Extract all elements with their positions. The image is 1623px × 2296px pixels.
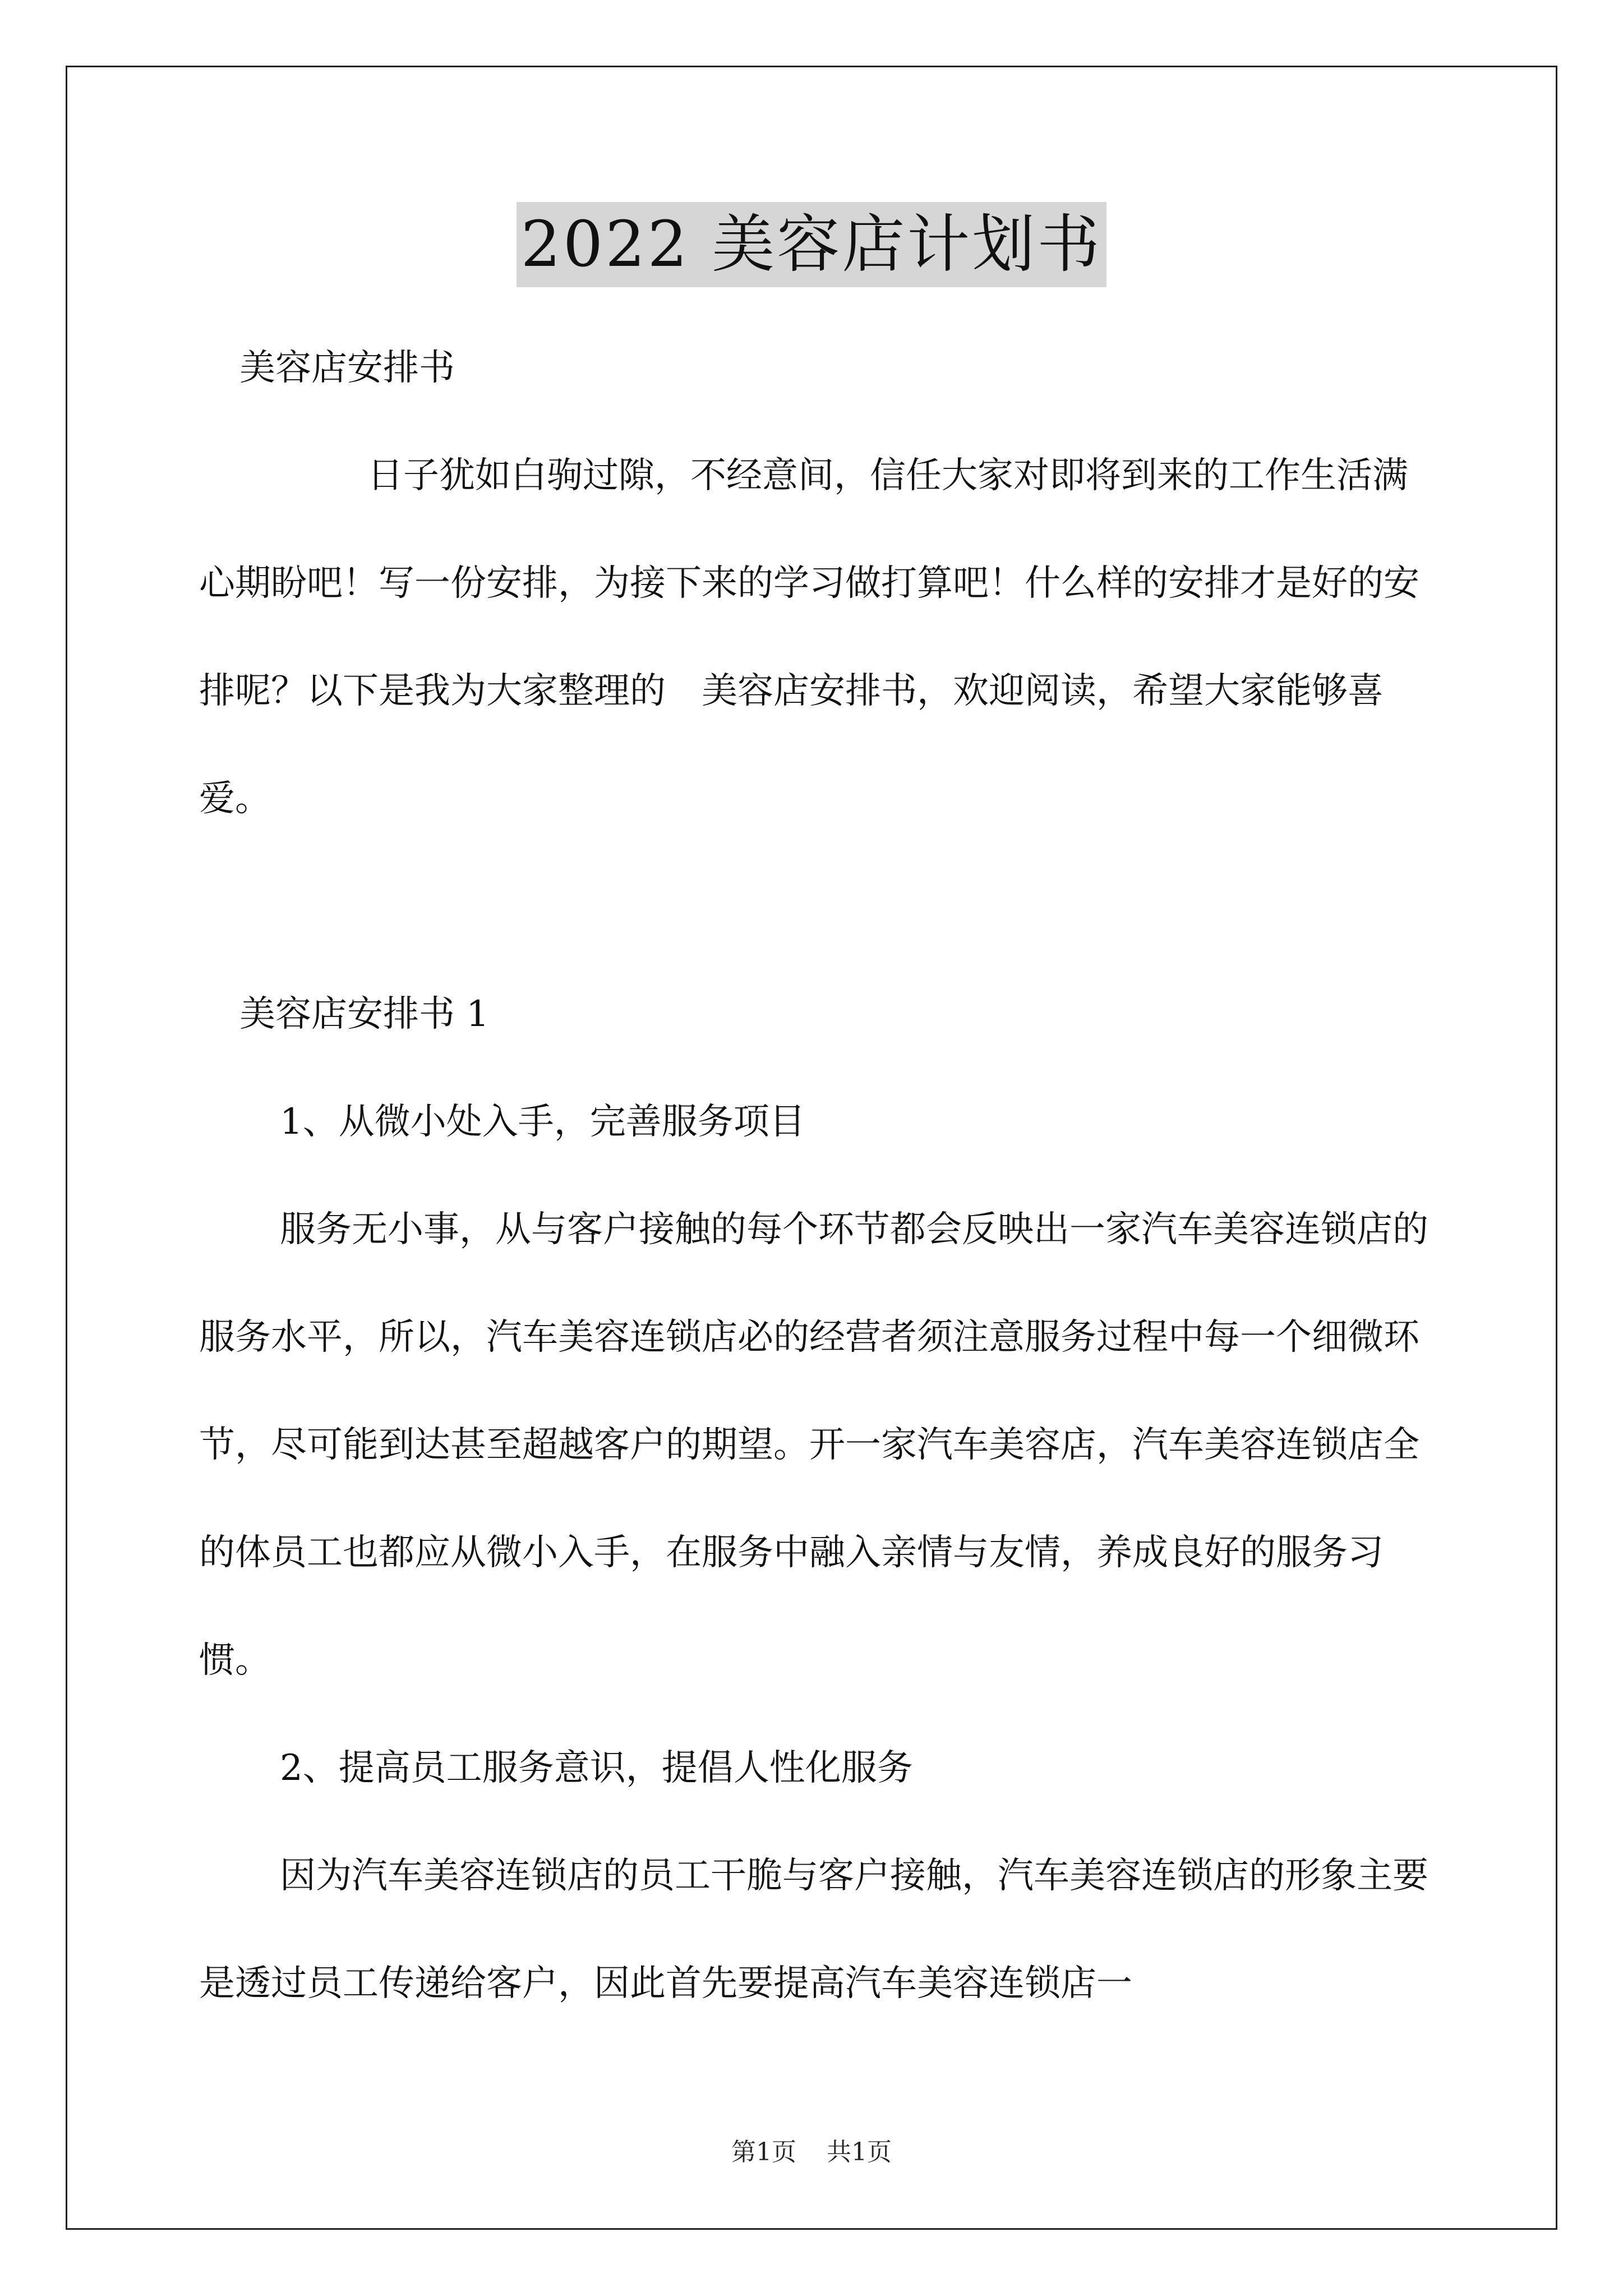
point-1-paragraph: 服务无小事，从与客户接触的每个环节都会反映出一家汽车美容连锁店的服务水平，所以，汽车美容连锁店必的经营者须注意服务过程中每一个细微环节，尽可能到达甚至超越客户的期望。开一家汽车美容店，汽车美容连锁店全的体员工也都应从微小入手，在服务中融入亲情与友情，养成良好的服务习惯。 — [199, 1209, 1428, 1681]
intro-paragraph: 日子犹如白驹过隙，不经意间，信任大家对即将到来的工作生活满心期盼吧！写一份安排，为接下来的学习做打算吧！什么样的安排才是好的安排呢？以下是我为大家整理的 美容店安排书，欢迎阅读，希望大家能够喜爱。 — [199, 455, 1419, 820]
point-1-heading: 1、从微小处入手，完善服务项目 — [280, 1101, 805, 1143]
title-container — [0, 202, 1623, 287]
point-2-heading: 2、提高员工服务意识，提倡人性化服务 — [280, 1747, 913, 1789]
page-number-total: 共1页 — [827, 2138, 892, 2166]
intro-heading: 美容店安排书 — [239, 347, 455, 389]
section-spacer — [199, 853, 1430, 960]
page-footer — [0, 2132, 1623, 2168]
section-heading: 美容店安排书 1 — [239, 993, 490, 1035]
point-2-paragraph: 因为汽车美容连锁店的员工干脆与客户接触，汽车美容连锁店的形象主要是透过员工传递给客户，因此首先要提高汽车美容连锁店一 — [199, 1855, 1428, 2004]
page-number-current: 第1页 — [731, 2138, 796, 2166]
document-body — [199, 314, 1430, 2037]
document-title: 2022 美容店计划书 — [517, 202, 1107, 287]
